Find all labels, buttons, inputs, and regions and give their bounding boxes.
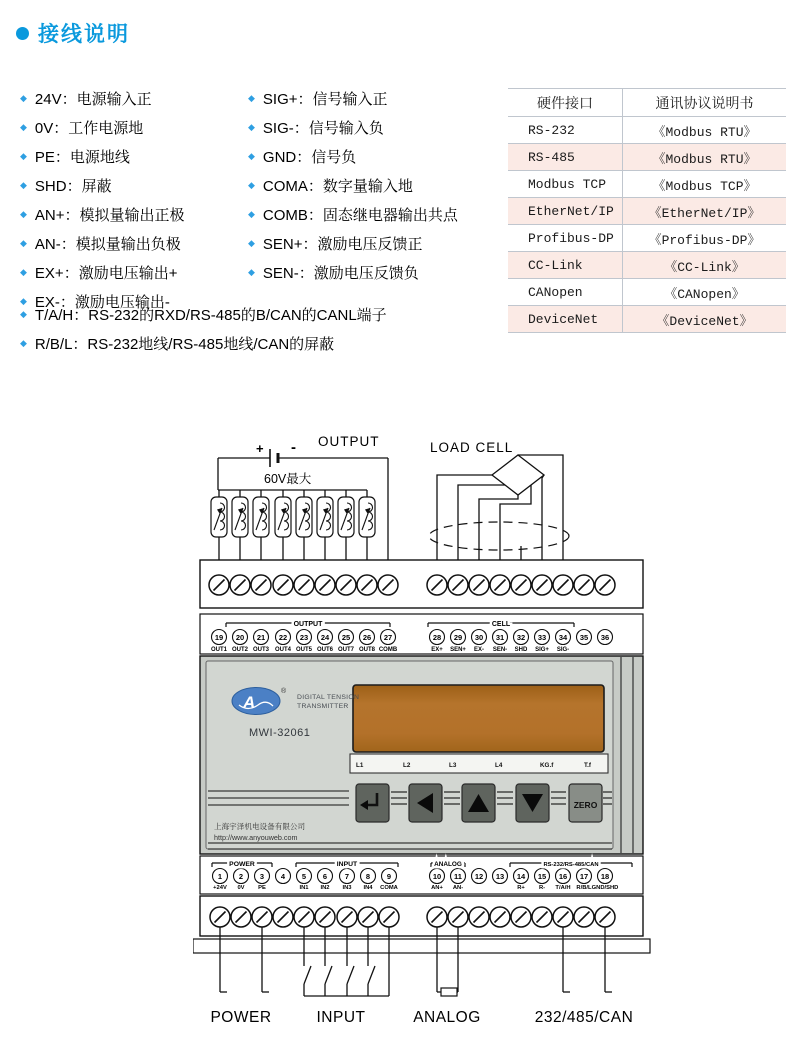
definition-item [20,200,185,229]
terminal-label: OUT6 [316,647,334,653]
wiring-diagram [193,430,653,1030]
diamond-bullet-icon: ◆ [248,180,255,190]
definition-text: SIG+：信号输入正 [262,91,388,108]
diamond-bullet-icon: ◆ [20,238,27,248]
terminal-number: 11 [454,871,462,881]
terminal-label: EX+ [431,647,443,653]
terminal-label: OUT5 [295,647,313,653]
terminal-number: 15 [537,871,547,881]
definition-item [248,84,458,113]
terminal-label: SEN+ [450,647,466,653]
diamond-bullet-icon: ◆ [248,238,255,248]
definitions-left-column [20,84,185,316]
definition-text: SEN+：激励电压反馈正 [262,236,423,253]
definition-item [20,113,185,142]
terminal-label: R+ [517,885,525,891]
terminal-number: 16 [558,871,568,881]
cell-interface: DeviceNet [508,306,623,333]
coil-winding-icon [368,503,373,530]
terminal-label: OUT3 [252,647,270,653]
terminal-number: 13 [495,871,505,881]
terminal-label: OUT4 [274,647,292,653]
section-header [16,18,130,48]
definition-item [248,258,458,287]
terminal-label: IN1 [299,885,309,891]
terminal-number: 27 [383,632,393,642]
switch-blade-icon [304,966,311,984]
coil-winding-icon [305,503,310,530]
group-label-comm: RS-232/RS-485/CAN [543,862,599,868]
table-row [508,252,786,279]
coil-arrow-icon [299,508,307,530]
company-name: 上海宇泽机电设备有限公司 [214,822,306,831]
terminal-number: 30 [474,632,484,642]
coil-winding-icon [241,503,246,530]
group-label-analog: ANALOG [434,861,462,868]
table-row [508,198,786,225]
definition-text: COMB：固态继电器输出共点 [262,207,458,224]
group-label-input: INPUT [336,861,358,868]
switch-blade-icon [368,966,375,984]
brand-text-line2: TRANSMITTER [297,703,349,710]
definitions-right-column [248,84,458,287]
terminal-number: 26 [362,632,372,642]
terminal-label: OUT2 [231,647,249,653]
table-row [508,279,786,306]
definition-item [20,229,185,258]
display-label-strip [350,754,608,773]
cell-interface: RS-485 [508,144,623,171]
terminal-label: OUT8 [358,647,376,653]
cell-interface: EtherNet/IP [508,198,623,225]
diamond-bullet-icon: ◆ [20,309,27,319]
definition-text: 0V：工作电源地 [34,120,144,137]
terminal-label: COMB [378,647,398,653]
coil-winding-icon [347,503,352,530]
terminal-label: AN- [452,885,464,891]
terminal-number: 18 [600,871,610,881]
diamond-bullet-icon: ◆ [248,267,255,277]
terminal-label: SIG+ [535,647,549,653]
coil-arrow-icon [235,508,243,530]
battery-voltage-label: 60V最大 [264,472,312,486]
terminal-number: 5 [301,871,307,881]
definition-item [20,258,185,287]
table-header-row [508,89,786,117]
zero-button-label: ZERO [573,800,598,810]
definition-text: EX+：激励电压输出+ [34,265,178,282]
resistor-load-icon [441,988,457,996]
display-unit-label: L3 [449,762,457,769]
cable-shield-icon [429,522,569,550]
load-cell-bridge-icon [492,455,544,495]
terminal-label: 0V [237,885,245,891]
enter-button [356,784,389,822]
definition-text: R/B/L：RS-232地线/RS-485地线/CAN的屏蔽 [34,336,335,353]
terminal-number: 9 [386,871,392,881]
terminal-label: COMA [380,885,398,891]
terminal-label: EX- [473,647,485,653]
terminal-number: 25 [341,632,351,642]
table-row [508,144,786,171]
cell-protocol: 《Modbus RTU》 [623,117,787,144]
cell-protocol: 《Modbus TCP》 [623,171,787,198]
definition-item [20,142,185,171]
coil-winding-icon [262,503,267,530]
definition-item [20,171,185,200]
coil-arrow-icon [214,508,222,530]
terminal-number: 35 [579,632,589,642]
definition-text: AN-：模拟量输出负极 [34,236,181,253]
coil-winding-icon [284,503,289,530]
table-row [508,117,786,144]
cell-interface: CANopen [508,279,623,306]
table-row [508,225,786,252]
definition-item [20,329,334,358]
terminal-label: PE [258,885,266,891]
terminal-number: 14 [516,871,526,881]
cell-interface: Modbus TCP [508,171,623,198]
terminal-label: GND/SHD [591,885,619,891]
registered-mark-icon: ® [281,688,287,695]
terminal-number: 32 [516,632,526,642]
cable-label-power: POWER [210,1009,272,1026]
coil-arrow-icon [278,508,286,530]
bullet-dot-icon [16,27,29,40]
terminal-number: 8 [365,871,371,881]
diamond-bullet-icon: ◆ [20,151,27,161]
coil-winding-icon [326,503,331,530]
definition-item [248,142,458,171]
definition-text: EX-：激励电压输出- [34,294,170,311]
terminal-label: OUT7 [337,647,355,653]
terminal-number: 3 [259,871,265,881]
cell-protocol: 《DeviceNet》 [623,306,787,333]
diagram-generated-layer [193,449,650,996]
definition-text: 24V：电源输入正 [34,91,152,108]
definition-text: SIG-：信号输入负 [262,120,384,137]
terminal-label: IN3 [342,885,352,891]
battery-minus-sign: - [291,439,296,456]
terminal-number: 36 [600,632,610,642]
diamond-bullet-icon: ◆ [20,209,27,219]
terminal-number: 1 [217,871,223,881]
terminal-number: 24 [320,632,330,642]
terminal-number: 7 [344,871,350,881]
brand-logo-icon: A [243,693,256,712]
battery-plus-sign: + [256,441,264,456]
cell-interface: CC-Link [508,252,623,279]
terminal-label: T/A/H [555,885,571,891]
diamond-bullet-icon: ◆ [20,122,27,132]
terminal-number: 4 [280,871,286,881]
cell-interface: Profibus-DP [508,225,623,252]
display-unit-label: T.f [584,762,591,769]
terminal-number: 31 [495,632,505,642]
definition-item [20,300,387,329]
definition-text: SHD：屏蔽 [34,178,112,195]
diamond-bullet-icon: ◆ [20,338,27,348]
diamond-bullet-icon: ◆ [248,209,255,219]
coil-arrow-icon [341,508,349,530]
definition-item [248,200,458,229]
cell-protocol: 《CC-Link》 [623,252,787,279]
diamond-bullet-icon: ◆ [248,93,255,103]
definition-text: GND：信号负 [262,149,357,166]
display-unit-label: KG.f [540,762,554,769]
model-number: MWI-32061 [249,727,311,739]
brand-logo-ellipse-icon [232,688,280,715]
definition-item [248,229,458,258]
terminal-number: 12 [474,871,484,881]
terminal-number: 33 [537,632,547,642]
terminal-label: SIG- [556,647,570,653]
definition-item [248,113,458,142]
definition-text: COMA：数字量输入地 [262,178,413,195]
cell-protocol: 《Modbus RTU》 [623,144,787,171]
display-unit-label: L1 [356,762,364,769]
load-cell-label: LOAD CELL [430,440,514,455]
switch-blade-icon [325,966,332,984]
diamond-bullet-icon: ◆ [20,180,27,190]
display-unit-label: L4 [495,762,503,769]
table-row [508,306,786,333]
diamond-bullet-icon: ◆ [20,296,27,306]
table-header-protocol: 通讯协议说明书 [623,89,787,117]
terminal-label: AN+ [431,885,443,891]
terminal-label: R- [538,885,546,891]
cell-protocol: 《EtherNet/IP》 [623,198,787,225]
terminal-number: 34 [558,632,568,642]
terminal-number: 21 [256,632,266,642]
terminal-number: 6 [322,871,328,881]
coil-arrow-icon [320,508,328,530]
definition-text: PE：电源地线 [34,149,130,166]
brand-text-line1: DIGITAL TENSION [297,694,360,701]
cable-label-comm: 232/485/CAN [534,1009,634,1026]
coil-winding-icon [220,503,225,530]
diamond-bullet-icon: ◆ [248,122,255,132]
terminal-label: IN4 [363,885,373,891]
group-label-power: POWER [229,861,255,868]
table-header-hardware: 硬件接口 [508,89,623,117]
group-label-cell: CELL [491,621,511,628]
coil-arrow-icon [362,508,370,530]
terminal-number: 20 [235,632,245,642]
terminal-number: 2 [238,871,244,881]
terminal-number: 28 [432,632,442,642]
terminal-label: +24V [213,885,227,891]
terminal-number: 23 [299,632,309,642]
definition-text: SEN-：激励电压反馈负 [262,265,419,282]
output-circuit-label: OUTPUT [318,434,380,449]
terminal-label: SEN- [492,647,508,653]
terminal-number: 22 [278,632,288,642]
diamond-bullet-icon: ◆ [20,267,27,277]
cell-interface: RS-232 [508,117,623,144]
diamond-bullet-icon: ◆ [248,151,255,161]
table-row [508,171,786,198]
protocol-table [508,88,786,333]
company-website: http://www.anyouweb.com [214,833,298,842]
definition-item [20,84,185,113]
cable-label-input: INPUT [316,1009,366,1026]
coil-arrow-icon [256,508,264,530]
terminal-label: SHD [514,647,528,653]
terminal-number: 29 [453,632,463,642]
section-title: 接线说明 [38,23,130,46]
diamond-bullet-icon: ◆ [20,93,27,103]
definition-text: AN+：模拟量输出正极 [34,207,185,224]
terminal-number: 17 [579,871,589,881]
definition-text: T/A/H：RS-232的RXD/RS-485的B/CAN的CANL端子 [34,307,387,324]
terminal-number: 19 [214,632,224,642]
group-label-output: OUTPUT [293,621,323,628]
cell-protocol: 《CANopen》 [623,279,787,306]
terminal-number: 10 [432,871,442,881]
terminal-label: OUT1 [210,647,228,653]
display-unit-label: L2 [403,762,411,769]
definition-item [248,171,458,200]
cable-label-analog: ANALOG [413,1009,481,1026]
cell-protocol: 《Profibus-DP》 [623,225,787,252]
lcd-display [353,685,604,752]
terminal-label: R/B/L [576,885,592,891]
terminal-label: IN2 [320,885,330,891]
switch-blade-icon [347,966,354,984]
